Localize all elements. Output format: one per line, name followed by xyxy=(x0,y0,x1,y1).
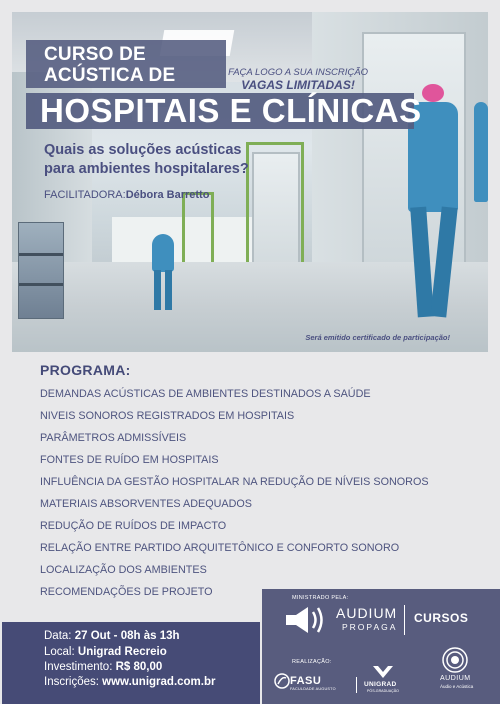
event-info-box xyxy=(2,622,260,704)
ministered-label: MINISTRADO PELA: xyxy=(292,595,349,601)
date-label: Data: xyxy=(44,630,72,642)
nurse-figure-partial xyxy=(474,102,488,202)
question-line2: para ambientes hospitalares? xyxy=(44,161,249,177)
program-item: FONTES DE RUÍDO EM HOSPITAIS xyxy=(40,454,219,466)
logo-divider xyxy=(404,605,405,635)
program-list xyxy=(40,386,429,606)
event-date xyxy=(44,630,180,642)
audium-logo-icon xyxy=(442,647,468,673)
logo-divider xyxy=(356,677,357,693)
price-value: R$ 80,00 xyxy=(115,661,163,673)
program-item: INFLUÊNCIA DA GESTÃO HOSPITALAR NA REDUÇÃO DE NÍVEIS SONOROS xyxy=(40,476,429,488)
place-value: Unigrad Recreio xyxy=(77,646,167,658)
question-line1: Quais as soluções acústicas xyxy=(44,142,242,158)
program-heading: PROGRAMA: xyxy=(40,362,131,378)
sponsors-panel xyxy=(262,589,500,704)
certificate-note: Será emitido certificado de participação! xyxy=(305,333,450,342)
cursos-text: CURSOS xyxy=(414,611,469,625)
program-item: MATERIAIS ABSORVENTES ADEQUADOS xyxy=(40,498,252,510)
program-item: PARÂMETROS ADMISSÍVEIS xyxy=(40,432,187,444)
audium-propaga-logo: AUDIUM xyxy=(336,605,398,621)
price-label: Investimento: xyxy=(44,661,113,673)
event-signup xyxy=(44,676,215,688)
audium-subtitle: Áudio e Acústica xyxy=(440,684,474,689)
signup-link[interactable]: www.unigrad.com.br xyxy=(102,676,216,688)
program-item: LOCALIZAÇÃO DOS AMBIENTES xyxy=(40,564,207,576)
program-item: RECOMENDAÇÕES DE PROJETO xyxy=(40,586,213,598)
facilitator-name: Débora Barretto xyxy=(125,189,210,201)
event-price xyxy=(44,661,162,673)
course-question xyxy=(44,141,249,179)
fasu-subtitle: FACULDADE AUGUSTO xyxy=(290,687,336,691)
realization-label: REALIZAÇÃO: xyxy=(292,659,332,665)
program-item: NIVEIS SONOROS REGISTRADOS EM HOSPITAIS xyxy=(40,410,295,422)
megaphone-icon xyxy=(284,603,330,637)
unigrad-logo-icon xyxy=(372,665,394,679)
fasu-logo: FASU xyxy=(290,675,322,687)
nurse-figure xyxy=(152,234,174,272)
facilitator-label: FACILITADORA: xyxy=(44,189,126,201)
unigrad-subtitle: PÓS-GRADUAÇÃO xyxy=(367,689,399,693)
promo-line2: VAGAS LIMITADAS! xyxy=(241,78,355,92)
program-item: REDUÇÃO DE RUÍDOS DE IMPACTO xyxy=(40,520,227,532)
event-place xyxy=(44,646,167,658)
fasu-logo-icon xyxy=(274,673,290,689)
propaga-text: PROPAGA xyxy=(342,622,398,632)
nurse-leg xyxy=(154,270,161,310)
facilitator xyxy=(44,189,209,201)
course-title-line2: ACÚSTICA DE xyxy=(44,65,176,86)
program-item: DEMANDAS ACÚSTICAS DE AMBIENTES DESTINADOS A SAÚDE xyxy=(40,388,371,400)
surgical-cap xyxy=(422,84,444,102)
program-item: RELAÇÃO ENTRE PARTIDO ARQUITETÔNICO E CONFORTO SONORO xyxy=(40,542,400,554)
nurse-leg xyxy=(165,270,172,310)
date-value: 27 Out - 08h às 13h xyxy=(74,630,180,642)
medical-cart xyxy=(18,222,64,319)
audium-logo: AUDIUM xyxy=(440,675,471,682)
signup-label: Inscrições: xyxy=(44,676,99,688)
promo-line1: FAÇA LOGO A SUA INSCRIÇÃO xyxy=(228,67,368,78)
promo-text xyxy=(228,66,368,92)
unigrad-logo: UNIGRAD xyxy=(364,681,397,688)
course-title-line1: CURSO DE xyxy=(44,44,146,65)
course-title-main: HOSPITAIS E CLÍNICAS xyxy=(40,92,422,129)
place-label: Local: xyxy=(44,646,75,658)
